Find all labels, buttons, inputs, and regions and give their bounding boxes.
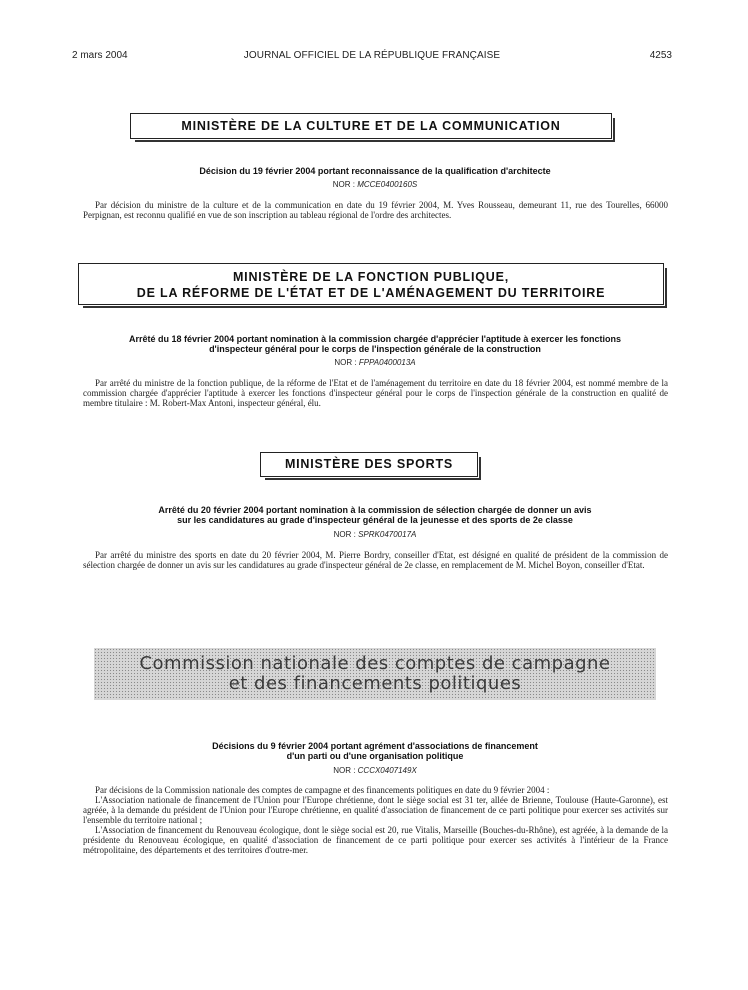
nor-code: MCCE0400160S: [357, 180, 418, 189]
nor-reference: NOR : CCCX0407149X: [333, 766, 417, 775]
body-paragraph: L'Association de financement du Renouveau écologique, dont le siège social est 20, rue Vitalis, Marseille (Bouches-du-Rhône), est agréée, à la demande de la présidente du Renouveau écologique, en qualité d'association de financement de ce parti politique pour exercer ses activités à l'intérieur de la France métropolitaine, des départements et des territoires d'outre-mer.: [83, 825, 668, 855]
journal-title: JOURNAL OFFICIEL DE LA RÉPUBLIQUE FRANÇAISE: [243, 50, 501, 61]
ministry-heading-line2: DE LA RÉFORME DE L'ÉTAT ET DE L'AMÉNAGEMENT DU TERRITOIRE: [136, 286, 606, 300]
decisions-body: [83, 785, 668, 855]
commission-heading-line2: et des financements politiques: [228, 673, 522, 694]
page-number: 4253: [649, 50, 672, 61]
decision-title-text: Décision du 19 février 2004 portant reconnaissance de la qualification d'architecte: [199, 166, 551, 176]
nor-reference: NOR : SPRK0470017A: [333, 530, 417, 539]
body-paragraph: Par décision du ministre de la culture et de la communication en date du 19 février 2004, M. Yves Rousseau, demeurant 11, rue des Tourelles, 66000 Perpignan, est reconnu qualifié en vue de son inscription au tableau régional de l'ordre des architectes.: [83, 200, 668, 220]
ministry-culture-box: [130, 113, 612, 139]
ministry-sports-heading: MINISTÈRE DES SPORTS: [284, 457, 454, 471]
nor-code: SPRK0470017A: [358, 530, 417, 539]
nor-code: FPPA0400013A: [358, 358, 416, 367]
decision-title: [110, 166, 640, 176]
arrete-title: Arrêté du 18 février 2004 portant nomination à la commission chargée d'apprécier l'aptitude à exercer les fonctions d'inspecteur général pour le corps de l'inspection générale de la construction: [129, 334, 621, 354]
arrete-body: [83, 378, 668, 408]
decisions-title: Décisions du 9 février 2004 portant agrément d'associations de financement d'un parti ou d'une organisation politique: [212, 741, 538, 761]
commission-heading-banner: [94, 648, 656, 700]
arrete-body: [83, 550, 668, 570]
commission-heading-line1: Commission nationale des comptes de campagne: [139, 653, 611, 674]
nor-reference: NOR : FPPA0400013A: [334, 358, 416, 367]
body-paragraph: Par arrêté du ministre de la fonction publique, de la réforme de l'Etat et de l'aménagement du territoire en date du 18 février 2004, est nommé membre de la commission chargée d'apprécier l'aptitude à exercer les fonctions d'inspecteur général pour le corps de l'inspection générale de la construction en qualité de membre titulaire : M. Robert-Max Antoni, inspecteur général, élu.: [83, 378, 668, 408]
nor-code: CCCX0407149X: [357, 766, 417, 775]
page-header: [72, 50, 672, 64]
nor-reference: NOR : MCCE0400160S: [332, 180, 418, 189]
issue-date: 2 mars 2004: [72, 50, 128, 61]
body-paragraph: L'Association nationale de financement de l'Union pour l'Europe chrétienne, dont le siège social est 31 ter, allée de Brienne, Toulouse (Haute-Garonne), est agréée, à la demande du président de l'Union pour l'Europe chrétienne, en qualité d'association de financement de ce parti politique pour exercer ses activités sur l'ensemble du territoire national ;: [83, 795, 668, 825]
ministry-fonction-publique-box: [78, 263, 664, 305]
decision-body: [83, 200, 668, 220]
body-paragraph: Par arrêté du ministre des sports en date du 20 février 2004, M. Pierre Bordry, conseiller d'Etat, est désigné en qualité de président de la commission de sélection chargée de donner un avis sur les candidatures au grade d'inspecteur général de 2e classe, en remplacement de M. Michel Boyon, conseiller d'Etat.: [83, 550, 668, 570]
ministry-sports-box: [260, 452, 478, 477]
arrete-title: Arrêté du 20 février 2004 portant nomination à la commission de sélection chargée de donner un avis sur les candidatures au grade d'inspecteur général de la jeunesse et des sports de 2e classe: [158, 505, 592, 525]
body-paragraph: Par décisions de la Commission nationale des comptes de campagne et des financements politiques en date du 9 février 2004 :: [95, 785, 550, 795]
ministry-heading-line1: MINISTÈRE DE LA FONCTION PUBLIQUE,: [232, 270, 510, 284]
ministry-culture-heading: MINISTÈRE DE LA CULTURE ET DE LA COMMUNICATION: [181, 119, 561, 133]
